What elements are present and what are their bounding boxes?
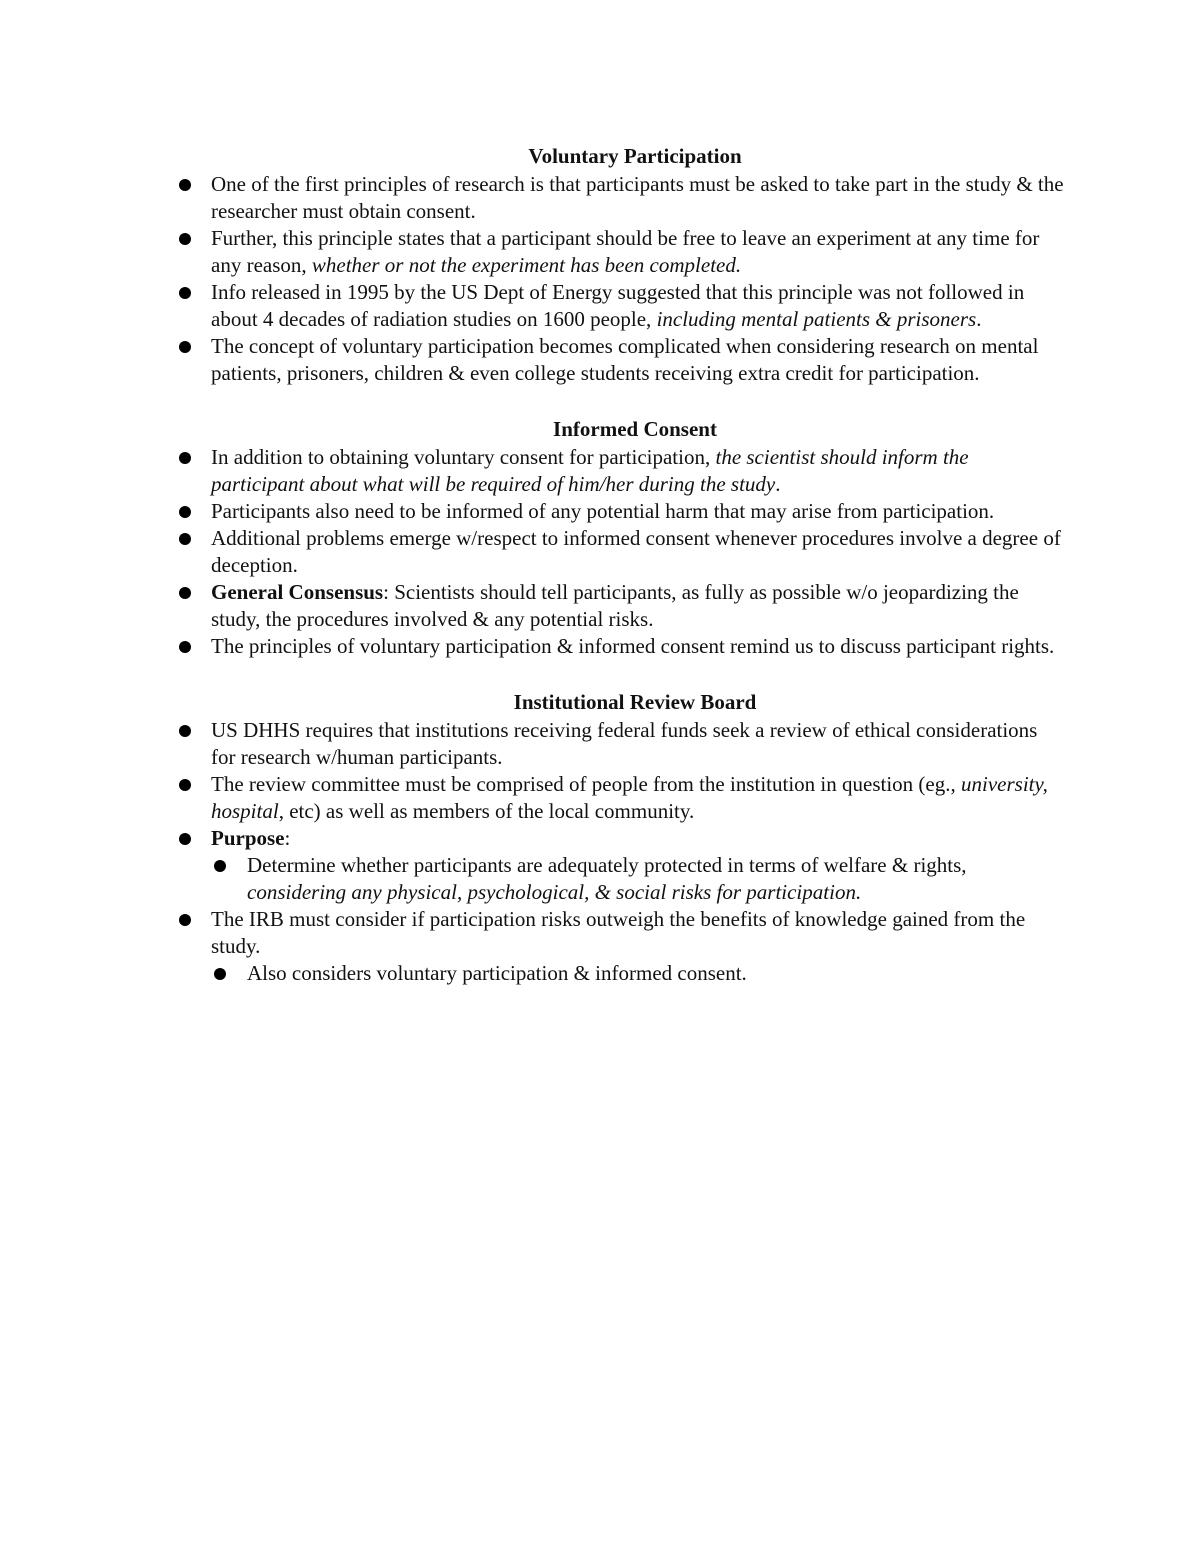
italic-text: the scientist should inform the participant about what will be required of him/her during the study <box>211 445 969 496</box>
bullet-text: The review committee must be comprised of people from the institution in question (eg., <box>211 772 961 796</box>
section-informed-consent <box>176 414 1066 660</box>
list-item <box>176 225 1066 279</box>
bullet-list <box>176 717 1066 987</box>
section-institutional-review-board <box>176 687 1066 987</box>
list-item <box>176 633 1066 660</box>
bullet-text: The concept of voluntary participation becomes complicated when considering research on mental patients, prisoners, children & even college students receiving extra credit for participation. <box>211 334 1039 385</box>
list-item <box>176 579 1066 633</box>
list-item <box>176 906 1066 987</box>
list-item <box>176 333 1066 387</box>
section-heading: Institutional Review Board <box>513 690 757 714</box>
bullet-text: : Scientists should tell participants, as fully as possible w/o jeopardizing the study, the procedures involved & any potential risks. <box>211 580 1019 631</box>
sub-list-item <box>211 960 1066 987</box>
list-item <box>176 279 1066 333</box>
italic-text: including mental patients & prisoners <box>656 307 977 331</box>
bullet-text: Determine whether participants are adequately protected in terms of welfare & rights, <box>247 853 967 877</box>
bullet-text: One of the first principles of research is that participants must be asked to take part in the study & the researcher must obtain consent. <box>211 172 1064 223</box>
sub-list-item <box>211 852 1066 906</box>
italic-text: university, hospital <box>211 772 1048 823</box>
list-item <box>176 444 1066 498</box>
italic-text: considering any physical, psychological, & social risks for participation. <box>247 880 862 904</box>
bullet-text: Info released in 1995 by the US Dept of Energy suggested that this principle was not followed in about 4 decades of radiation studies on 1600 people, <box>211 280 1025 331</box>
list-item <box>176 825 1066 906</box>
bullet-list <box>176 444 1066 660</box>
bullet-text: The IRB must consider if participation risks outweigh the benefits of knowledge gained from the study. <box>211 907 1026 958</box>
sub-bullet-list <box>211 960 1066 987</box>
bullet-text: , etc) as well as members of the local community. <box>278 799 695 823</box>
section-heading: Informed Consent <box>553 417 717 441</box>
list-item <box>176 171 1066 225</box>
bullet-text: Participants also need to be informed of any potential harm that may arise from participation. <box>211 499 995 523</box>
bullet-text: Further, this principle states that a participant should be free to leave an experiment at any time for any reason, <box>211 226 1040 277</box>
italic-text: whether or not the experiment has been completed. <box>311 253 742 277</box>
bullet-text: US DHHS requires that institutions receiving federal funds seek a review of ethical considerations for research w/human participants. <box>211 718 1038 769</box>
sub-bullet-list <box>211 852 1066 906</box>
list-item <box>176 498 1066 525</box>
bullet-text: : <box>284 826 291 850</box>
bullet-text: . <box>976 307 982 331</box>
list-item <box>176 525 1066 579</box>
document-content <box>176 141 1066 987</box>
bullet-list <box>176 171 1066 387</box>
bullet-text: Also considers voluntary participation & informed consent. <box>247 961 747 985</box>
bullet-text: The principles of voluntary participation & informed consent remind us to discuss participant rights. <box>211 634 1055 658</box>
bold-text: General Consensus <box>211 580 384 604</box>
bullet-text: . <box>775 472 781 496</box>
bold-text: Purpose <box>211 826 285 850</box>
bullet-text: In addition to obtaining voluntary consent for participation, <box>211 445 716 469</box>
section-voluntary-participation <box>176 141 1066 387</box>
section-heading: Voluntary Participation <box>528 144 742 168</box>
list-item <box>176 771 1066 825</box>
list-item <box>176 717 1066 771</box>
bullet-text: Additional problems emerge w/respect to informed consent whenever procedures involve a degree of deception. <box>211 526 1061 577</box>
